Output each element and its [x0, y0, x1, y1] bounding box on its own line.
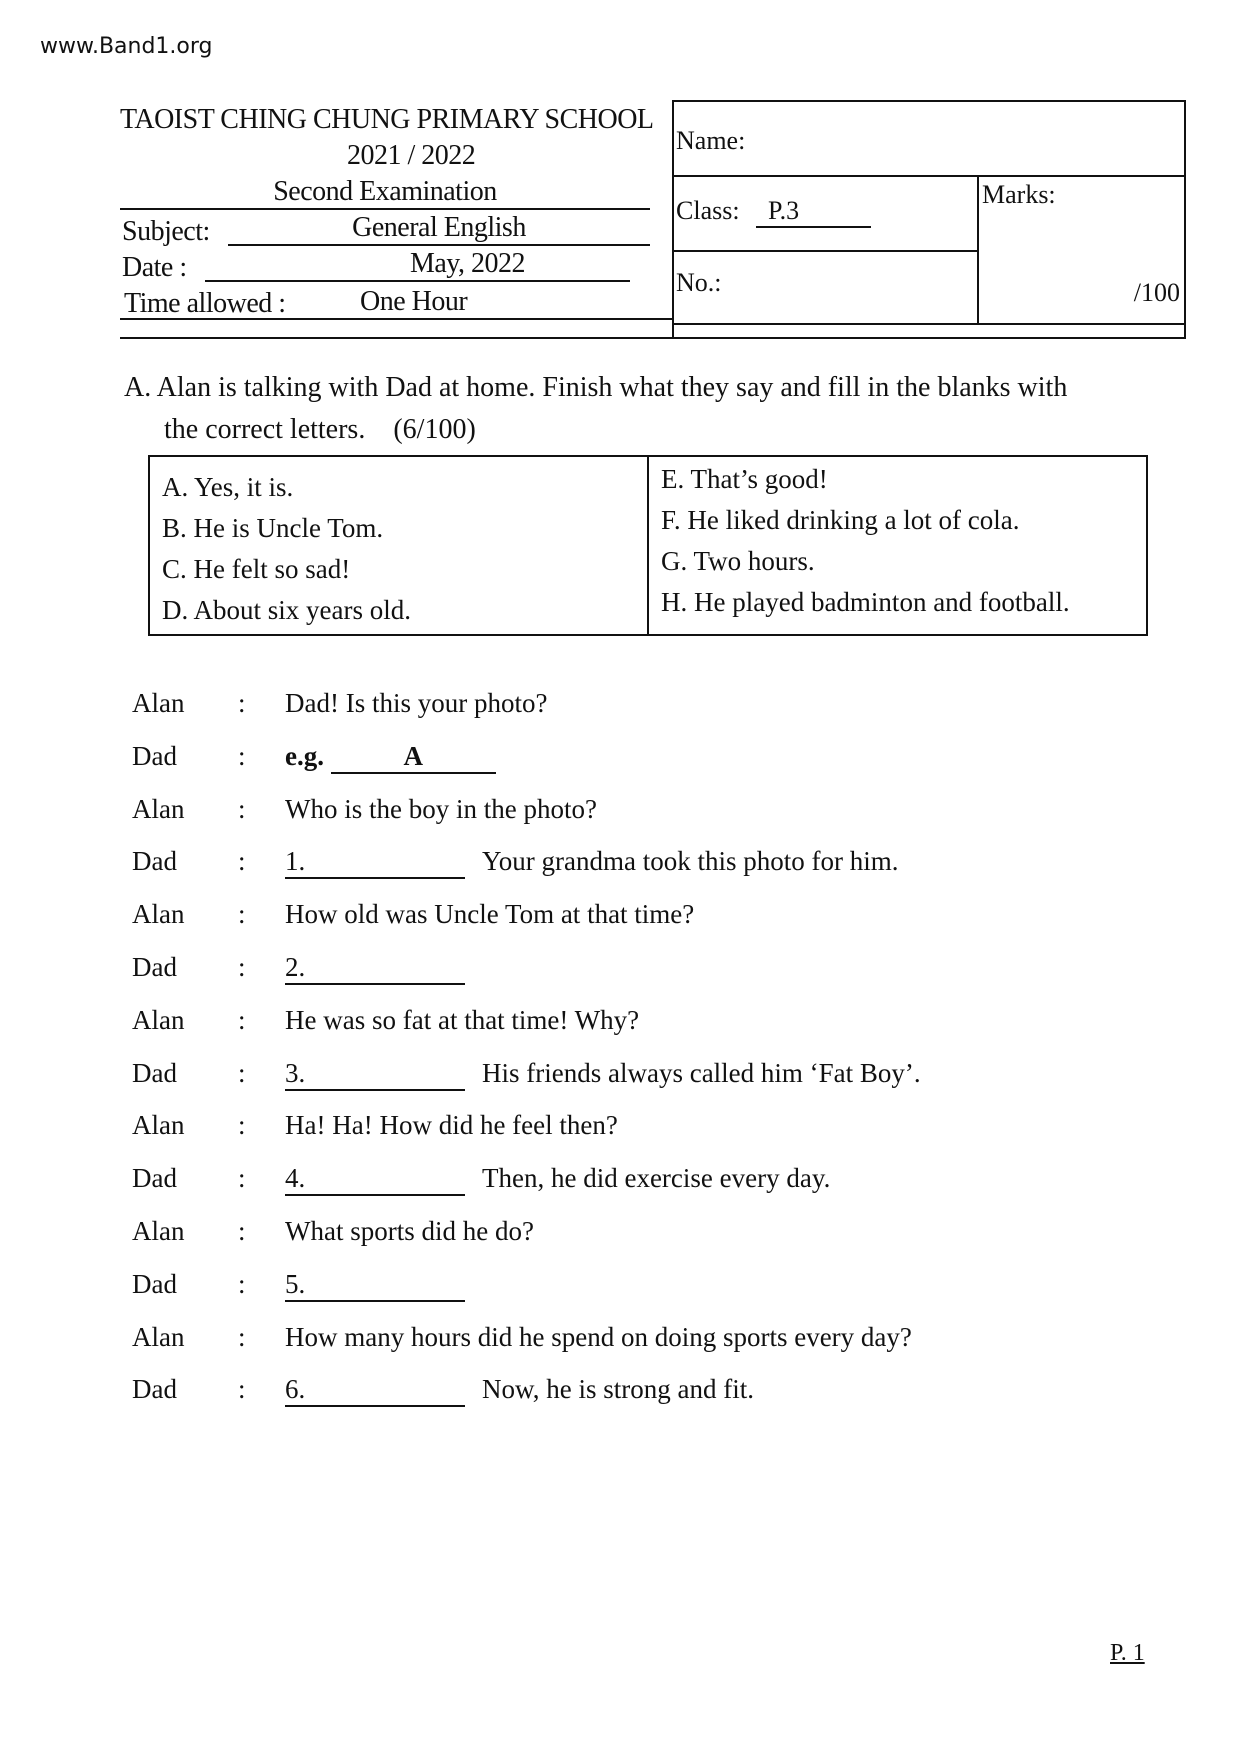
- colon: :: [238, 1057, 246, 1088]
- dialogue-text: What sports did he do?: [285, 1216, 534, 1246]
- blank-number: 1.: [285, 846, 465, 879]
- speaker: Alan: [132, 1321, 185, 1352]
- dialogue-text: How many hours did he spend on doing sports every day?: [285, 1321, 912, 1352]
- option-g: G. Two hours.: [661, 546, 815, 576]
- example-label: e.g.: [285, 740, 324, 771]
- colon: :: [238, 1163, 246, 1194]
- instruction-text: the correct letters.: [164, 414, 366, 445]
- option-b: B. He is Uncle Tom.: [162, 513, 384, 543]
- option-d: D. About six years old.: [162, 595, 411, 625]
- time-value: [305, 286, 650, 320]
- option-h: H. He played badminton and football.: [661, 587, 1070, 617]
- colon: :: [238, 1110, 246, 1141]
- speaker: Dad: [132, 1374, 177, 1405]
- dialogue-line: [0, 1110, 1240, 1154]
- blank-number: 3.: [285, 1058, 465, 1091]
- dialogue-text: Then, he did exercise every day.: [482, 1163, 831, 1194]
- dialogue-text: Dad! Is this your photo?: [285, 688, 548, 718]
- watermark: www.Band1.org: [40, 34, 213, 59]
- example-answer: [285, 741, 496, 774]
- blank-number: 2.: [285, 952, 465, 985]
- marks-total: /100: [1133, 278, 1180, 307]
- date-value: [205, 248, 630, 282]
- colon: :: [238, 1216, 246, 1246]
- answer-blank[interactable]: [285, 1058, 465, 1091]
- colon: :: [238, 899, 246, 930]
- dialogue-line: [0, 1163, 1240, 1207]
- colon: :: [238, 846, 246, 877]
- page-number: P. 1: [1110, 1640, 1145, 1666]
- time-text: One Hour: [360, 286, 468, 317]
- dialogue-line: [0, 952, 1240, 996]
- school-name: TAOIST CHING CHUNG PRIMARY SCHOOL: [120, 104, 654, 135]
- blank-number: 6.: [285, 1374, 465, 1407]
- options-left: [149, 456, 648, 635]
- speaker: Dad: [132, 1057, 177, 1088]
- divider: [120, 318, 673, 320]
- class-label: Class:: [676, 196, 740, 225]
- answer-blank[interactable]: [285, 1163, 465, 1196]
- section-marks: (6/100): [393, 414, 476, 445]
- divider: [674, 250, 977, 252]
- divider: [977, 175, 979, 323]
- option-e: E. That’s good!: [661, 464, 828, 494]
- colon: :: [238, 952, 246, 982]
- dialogue-line: [0, 741, 1240, 785]
- divider: [674, 323, 1184, 325]
- answer-blank[interactable]: [285, 1374, 465, 1407]
- time-label: Time allowed :: [124, 288, 286, 319]
- blank-number: 5.: [285, 1269, 465, 1302]
- speaker: Dad: [132, 1163, 177, 1194]
- answer-blank[interactable]: [285, 846, 465, 879]
- name-label: Name:: [676, 126, 746, 155]
- dialogue-text: Now, he is strong and fit.: [482, 1374, 754, 1405]
- date-text: May, 2022: [409, 248, 525, 279]
- speaker: Dad: [132, 846, 177, 877]
- blank-number: 4.: [285, 1163, 465, 1196]
- instruction-line-1: A. Alan is talking with Dad at home. Finish what they say and fill in the blanks with: [124, 372, 1068, 403]
- no-label: No.:: [676, 268, 722, 297]
- colon: :: [238, 1004, 246, 1035]
- exam-title: Second Examination: [120, 176, 650, 210]
- instruction-line-2: [164, 414, 476, 446]
- speaker: Dad: [132, 1268, 177, 1299]
- option-a: A. Yes, it is.: [162, 472, 294, 502]
- divider: [120, 337, 673, 339]
- dialogue-text: He was so fat at that time! Why?: [285, 1004, 640, 1035]
- class-value: [756, 196, 871, 228]
- dialogue-text: Your grandma took this photo for him.: [482, 846, 899, 877]
- subject-label: Subject:: [122, 216, 210, 247]
- dialogue-line: [0, 1374, 1240, 1418]
- date-label: Date :: [122, 252, 187, 283]
- colon: :: [238, 1321, 246, 1352]
- colon: :: [238, 793, 246, 824]
- dialogue-line: [0, 846, 1240, 890]
- subject-value: General English: [228, 212, 650, 246]
- speaker: Dad: [132, 740, 177, 771]
- options-right: [648, 456, 1147, 635]
- option-f: F. He liked drinking a lot of cola.: [661, 505, 1020, 535]
- options-table: [148, 455, 1148, 636]
- colon: :: [238, 740, 246, 771]
- speaker: Alan: [132, 688, 185, 718]
- speaker: Dad: [132, 952, 177, 982]
- speaker: Alan: [132, 1004, 185, 1035]
- divider: [674, 175, 1184, 177]
- dialogue-line: [0, 1269, 1240, 1313]
- student-info-box: [672, 100, 1186, 339]
- school-year: 2021 / 2022: [347, 140, 476, 171]
- dialogue-line: [0, 899, 1240, 943]
- answer-blank[interactable]: A: [331, 741, 496, 774]
- speaker: Alan: [132, 1216, 185, 1246]
- answer-blank[interactable]: [285, 1269, 465, 1302]
- dialogue-text: How old was Uncle Tom at that time?: [285, 899, 695, 930]
- colon: :: [238, 1268, 246, 1299]
- marks-label: Marks:: [982, 180, 1056, 209]
- dialogue-line: [0, 1322, 1240, 1366]
- dialogue-line: [0, 688, 1240, 732]
- dialogue-line: [0, 1216, 1240, 1260]
- colon: :: [238, 688, 246, 718]
- dialogue-line: [0, 1058, 1240, 1102]
- speaker: Alan: [132, 1110, 185, 1141]
- option-c: C. He felt so sad!: [162, 554, 351, 584]
- dialogue-line: [0, 1005, 1240, 1049]
- answer-blank[interactable]: [285, 952, 465, 985]
- dialogue-text: Ha! Ha! How did he feel then?: [285, 1110, 618, 1141]
- dialogue-text: His friends always called him ‘Fat Boy’.: [482, 1057, 921, 1088]
- dialogue-text: Who is the boy in the photo?: [285, 793, 597, 824]
- class-text: P.3: [768, 196, 800, 225]
- speaker: Alan: [132, 793, 185, 824]
- colon: :: [238, 1374, 246, 1405]
- dialogue-line: [0, 794, 1240, 838]
- speaker: Alan: [132, 899, 185, 930]
